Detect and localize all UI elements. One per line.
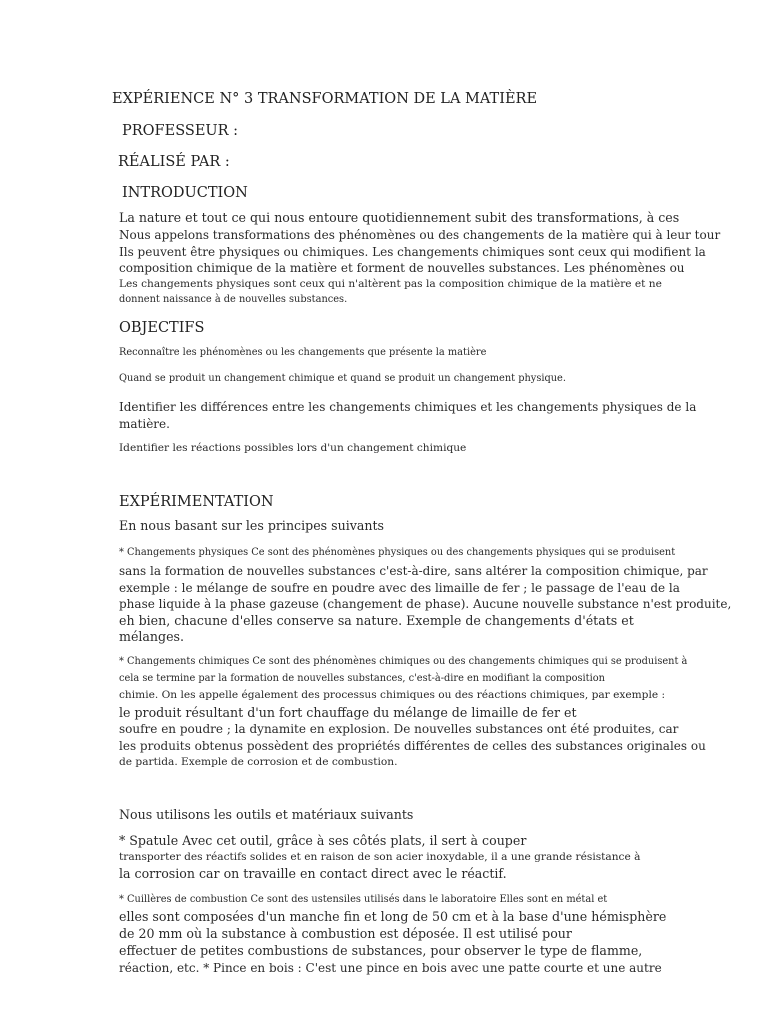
introduction-line: Ils peuvent être physiques ou chimiques. Les changements chimiques sont ceux qui modifient la (119, 245, 706, 259)
spatula-line: * Spatule Avec cet outil, grâce à ses côtés plats, il sert à couper (119, 833, 527, 848)
objective-item: matière. (119, 417, 170, 431)
combustion-spoons-line: réaction, etc. * Pince en bois : C'est une pince en bois avec une patte courte et une autre (119, 961, 662, 975)
combustion-spoons-line: * Cuillères de combustion Ce sont des ustensiles utilisés dans le laboratoire Elles sont en métal et (119, 894, 608, 905)
experimentation-heading: EXPÉRIMENTATION (119, 494, 274, 510)
spatula-line: transporter des réactifs solides et en raison de son acier inoxydable, il a une grande résistance à (119, 851, 641, 863)
combustion-spoons-line: elles sont composées d'un manche fin et long de 50 cm et à la base d'une hémisphère (119, 909, 667, 924)
experimentation-intro: En nous basant sur les principes suivants (119, 518, 384, 533)
chemical-changes-line: les produits obtenus possèdent des propriétés différentes de celles des substances originales ou (119, 739, 706, 753)
chemical-changes-line: le produit résultant d'un fort chauffage du mélange de limaille de fer et (119, 705, 577, 720)
chemical-changes-line: de partida. Exemple de corrosion et de combustion. (119, 756, 398, 768)
introduction-line: Nous appelons transformations des phénomènes ou des changements de la matière qui à leur tour (119, 228, 721, 242)
objective-item: Quand se produit un changement chimique et quand se produit un changement physique. (119, 373, 566, 384)
physical-changes-line: sans la formation de nouvelles substances c'est-à-dire, sans altérer la composition chimique, par (119, 564, 708, 578)
introduction-line: composition chimique de la matière et forment de nouvelles substances. Les phénomènes ou (119, 261, 685, 275)
physical-changes-line: exemple : le mélange de soufre en poudre avec des limaille de fer ; le passage de l'eau de la (119, 581, 680, 595)
physical-changes-line: phase liquide à la phase gazeuse (changement de phase). Aucune nouvelle substance n'est produite, (119, 597, 732, 611)
chemical-changes-line: cela se termine par la formation de nouvelles substances, c'est-à-dire en modifiant la composition (119, 673, 605, 684)
chemical-changes-line: chimie. On les appelle également des processus chimiques ou des réactions chimiques, par exemple : (119, 689, 666, 701)
objective-item: Reconnaître les phénomènes ou les changements que présente la matière (119, 347, 487, 358)
physical-changes-line: * Changements physiques Ce sont des phénomènes physiques ou des changements physiques qui se produisent (119, 547, 676, 558)
introduction-line: donnent naissance à de nouvelles substances. (119, 294, 348, 305)
objectives-heading: OBJECTIFS (119, 320, 205, 336)
document-title: EXPÉRIENCE N° 3 TRANSFORMATION DE LA MATIÈRE (112, 91, 538, 107)
spatula-line: la corrosion car on travaille en contact direct avec le réactif. (119, 866, 507, 881)
chemical-changes-line: * Changements chimiques Ce sont des phénomènes chimiques ou des changements chimiques qui se produisent à (119, 656, 688, 667)
chemical-changes-line: soufre en poudre ; la dynamite en explosion. De nouvelles substances ont été produites, car (119, 722, 679, 736)
introduction-line: Les changements physiques sont ceux qui n'altèrent pas la composition chimique de la matière et ne (119, 278, 662, 290)
combustion-spoons-line: effectuer de petites combustions de substances, pour observer le type de flamme, (119, 943, 643, 958)
combustion-spoons-line: de 20 mm où la substance à combustion est déposée. Il est utilisé pour (119, 926, 572, 941)
materials-intro: Nous utilisons les outils et matériaux suivants (119, 807, 414, 822)
physical-changes-line: eh bien, chacune d'elles conserve sa nature. Exemple de changements d'états et (119, 613, 634, 628)
objective-item: Identifier les différences entre les changements chimiques et les changements physiques de la (119, 400, 697, 414)
physical-changes-line: mélanges. (119, 629, 185, 644)
author-label: RÉALISÉ PAR : (118, 154, 230, 170)
introduction-line: La nature et tout ce qui nous entoure quotidiennement subit des transformations, à ces (119, 210, 680, 225)
objective-item: Identifier les réactions possibles lors d'un changement chimique (119, 442, 467, 454)
professor-label: PROFESSEUR : (122, 123, 239, 139)
introduction-heading: INTRODUCTION (122, 185, 248, 201)
